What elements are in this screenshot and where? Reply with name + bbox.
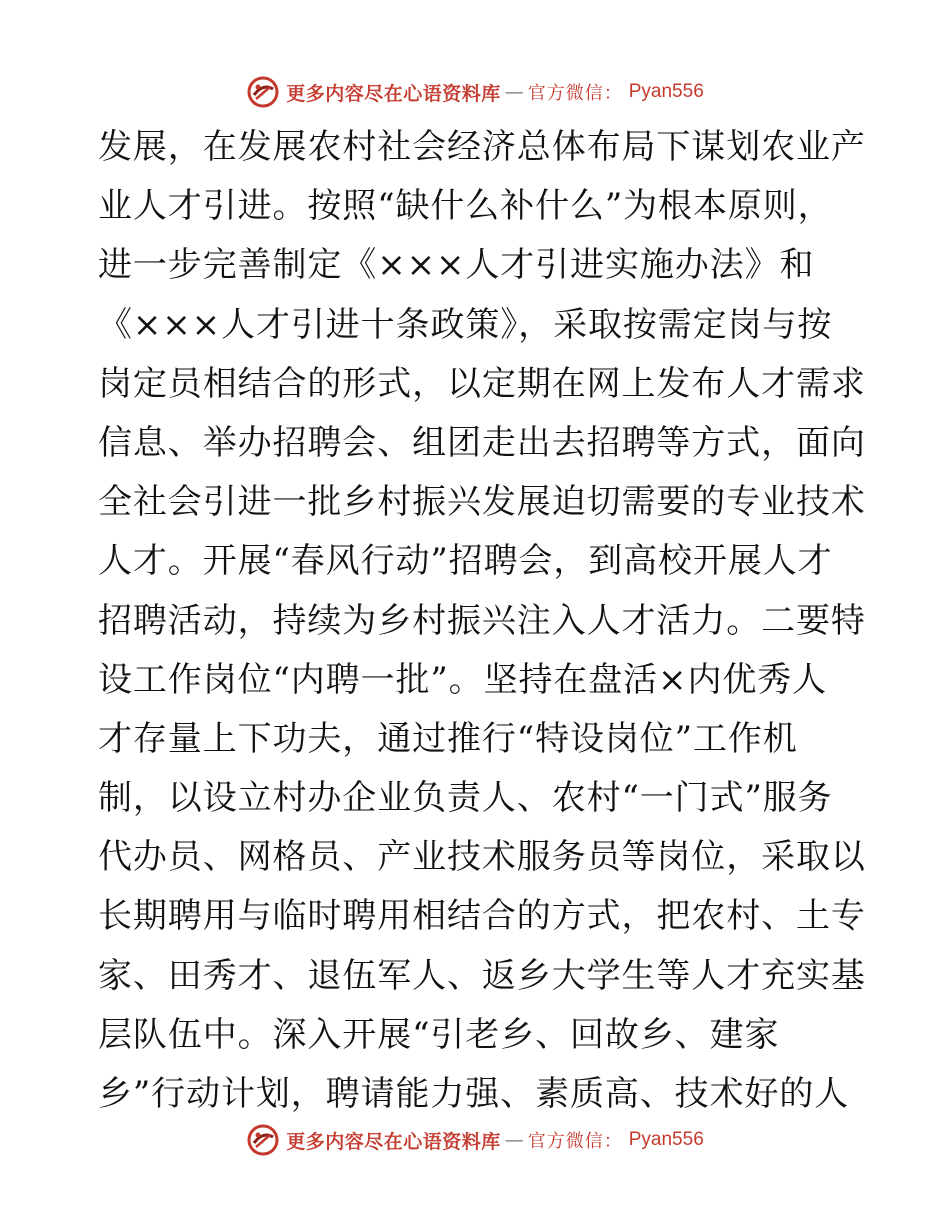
watermark-separator: —: [504, 1129, 524, 1151]
text-line: 《×××人才引进十条政策》，采取按需定岗与按: [98, 304, 833, 345]
watermark-official-label: 官方微信：: [527, 1131, 623, 1152]
text-line: 发展，在发展农村社会经济总体布局下谋划农业产: [98, 127, 866, 167]
text-line: 家、田秀才、退伍军人、返乡大学生等人才充实基: [98, 955, 866, 996]
text-line: 长期聘用与临时聘用相结合的方式，把农村、土专: [98, 896, 866, 937]
text-line: 信息、举办招聘会、组团走出去招聘等方式，面向: [98, 422, 866, 463]
text-line: 层队伍中。深入开展“引老乡、回故乡、建家: [98, 1014, 780, 1055]
book-logo-icon: [246, 1123, 280, 1157]
text-line: 人才。开展“春风行动”招聘会，到高校开展人才: [98, 541, 833, 582]
book-logo-icon: [246, 75, 280, 109]
text-line: 业人才引进。按照“缺什么补什么”为根本原则，: [98, 186, 833, 227]
watermark-wechat-id: Pyan556: [628, 81, 704, 102]
watermark-separator: —: [504, 81, 524, 103]
watermark-brand: 更多内容尽在心语资料库: [286, 82, 501, 105]
text-line: 乡”行动计划，聘请能力强、素质高、技术好的人: [98, 1074, 850, 1114]
text-line: 招聘活动，持续为乡村振兴注入人才活力。二要特: [98, 600, 866, 641]
header-watermark: [0, 72, 950, 112]
text-line: 才存量上下功夫，通过推行“特设岗位”工作机: [98, 718, 798, 759]
footer-watermark: [0, 1120, 950, 1160]
document-body: [98, 118, 866, 1124]
text-line: 制，以设立村办企业负责人、农村“一门式”服务: [98, 778, 833, 819]
text-line: 岗定员相结合的形式，以定期在网上发布人才需求: [98, 363, 866, 404]
watermark-wechat-id: Pyan556: [628, 1129, 704, 1150]
text-line: 设工作岗位“内聘一批”。坚持在盘活×内优秀人: [98, 659, 828, 700]
text-line: 代办员、网格员、产业技术服务员等岗位，采取以: [98, 837, 866, 878]
text-line: 进一步完善制定《×××人才引进实施办法》和: [98, 245, 815, 286]
watermark-official-label: 官方微信：: [527, 83, 623, 104]
text-line: 全社会引进一批乡村振兴发展迫切需要的专业技术: [98, 482, 866, 523]
watermark-brand: 更多内容尽在心语资料库: [286, 1130, 501, 1153]
